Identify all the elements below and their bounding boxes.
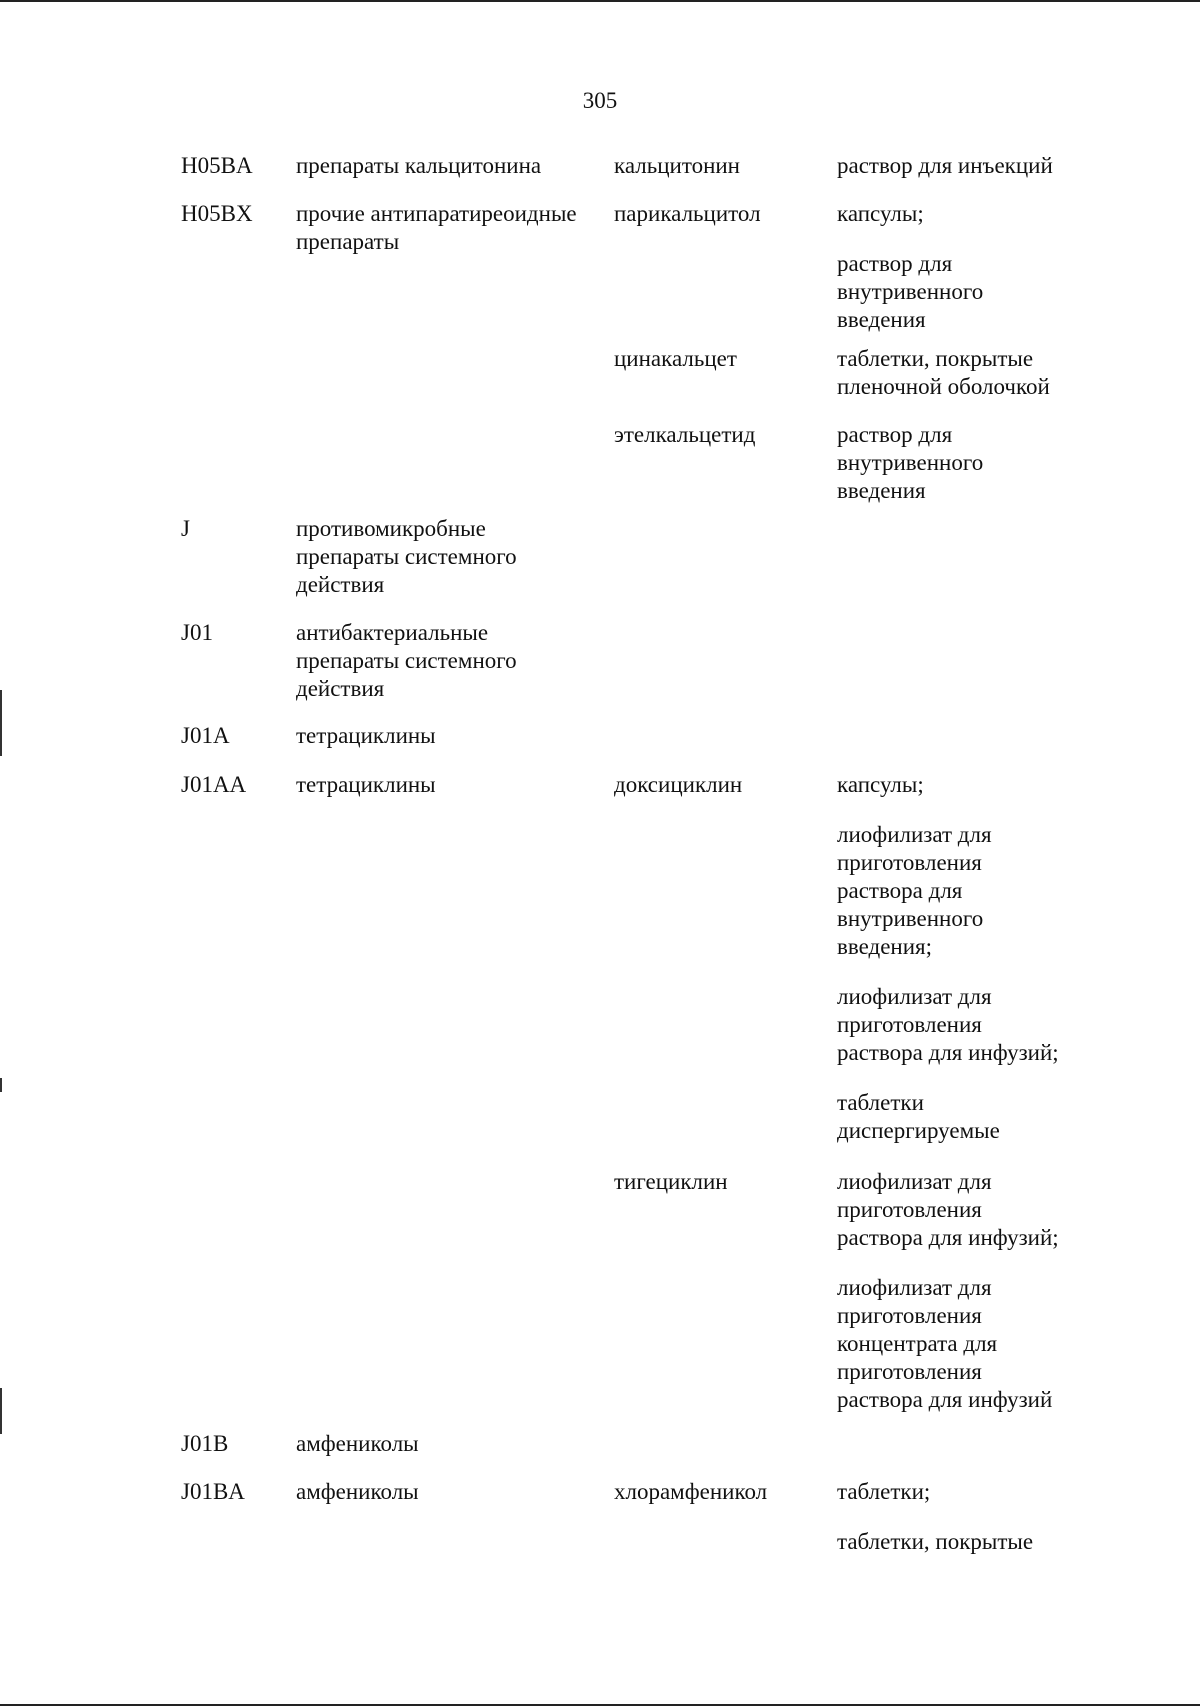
atc-code: J [181, 516, 190, 541]
table-row [0, 345, 1200, 421]
dosage-form-line: внутривенного [837, 906, 984, 931]
dosage-form-line: диспергируемые [837, 1118, 1000, 1143]
dosage-form [837, 821, 1059, 961]
dosage-form-line: лиофилизат для [837, 822, 992, 847]
dosage-form-line: приготовления [837, 1197, 982, 1222]
group-line: препараты системного [296, 648, 517, 673]
atc-code: J01AA [181, 772, 247, 797]
dosage-form [837, 250, 983, 334]
dosage-form-line: капсулы; [837, 772, 924, 797]
dosage-form-line: раствора для [837, 878, 963, 903]
table-row [0, 722, 1200, 771]
dosage-form [837, 1089, 1059, 1145]
dosage-form [837, 421, 983, 505]
dosage-form [837, 1478, 1033, 1506]
table-row [0, 515, 1200, 619]
table-row [0, 1430, 1200, 1478]
dosage-form-line: лиофилизат для [837, 1169, 992, 1194]
dosage-form [837, 345, 1050, 401]
dosage-form-line: приготовления [837, 1359, 982, 1384]
page-number: 305 [582, 88, 618, 113]
dosage-form-line: пленочной оболочкой [837, 374, 1050, 399]
dosage-form-line: раствор для [837, 251, 953, 276]
group-line: тетрациклины [296, 772, 436, 797]
group-line: действия [296, 572, 385, 597]
drug-table [0, 152, 1200, 1578]
drug-name: кальцитонин [614, 153, 740, 178]
dosage-form-line: таблетки; [837, 1479, 931, 1504]
dosage-form [837, 1528, 1033, 1556]
atc-code: J01B [181, 1431, 229, 1456]
atc-code: J01 [181, 620, 213, 645]
table-row [0, 1168, 1200, 1430]
dosage-form-line: внутривенного [837, 450, 984, 475]
group-line: тетрациклины [296, 723, 436, 748]
group-line: амфениколы [296, 1431, 419, 1456]
dosage-form-line: раствор для инъекций [837, 153, 1053, 178]
dosage-form-line: раствор для [837, 422, 953, 447]
drug-name: хлорамфеникол [614, 1479, 768, 1504]
dosage-forms [837, 345, 1050, 401]
anatomical-therapeutic-group [296, 1430, 419, 1458]
atc-code: J01BA [181, 1479, 245, 1504]
group-line: препараты [296, 229, 400, 254]
dosage-form-line: капсулы; [837, 201, 924, 226]
dosage-form-line: внутривенного [837, 279, 984, 304]
dosage-form [837, 771, 1059, 799]
dosage-form-line: приготовления [837, 1012, 982, 1037]
table-row [0, 771, 1200, 1168]
dosage-form [837, 983, 1059, 1067]
group-line: прочие антипаратиреоидные [296, 201, 577, 226]
group-line: препараты кальцитонина [296, 153, 542, 178]
dosage-form-line: таблетки, покрытые [837, 1529, 1034, 1554]
dosage-form-line: введения [837, 307, 926, 332]
dosage-form [837, 1274, 1059, 1414]
dosage-form-line: раствора для инфузий; [837, 1225, 1059, 1250]
dosage-form-line: таблетки [837, 1090, 924, 1115]
dosage-form-line: концентрата для [837, 1331, 998, 1356]
table-row [0, 619, 1200, 722]
dosage-form [837, 1168, 1059, 1252]
table-row [0, 421, 1200, 515]
dosage-form-line: раствора для инфузий [837, 1387, 1053, 1412]
dosage-forms [837, 771, 1059, 1145]
anatomical-therapeutic-group [296, 722, 436, 750]
scan-edge-top [0, 0, 1200, 2]
drug-name: этелкальцетид [614, 422, 756, 447]
table-row [0, 152, 1200, 200]
drug-name: доксициклин [614, 772, 743, 797]
dosage-forms [837, 421, 983, 505]
group-line: действия [296, 676, 385, 701]
anatomical-therapeutic-group [296, 771, 436, 799]
table-row [0, 200, 1200, 345]
anatomical-therapeutic-group [296, 152, 541, 180]
dosage-form-line: приготовления [837, 1303, 982, 1328]
anatomical-therapeutic-group [296, 200, 577, 256]
dosage-form-line: введения [837, 478, 926, 503]
table-row [0, 1478, 1200, 1578]
dosage-forms [837, 200, 983, 334]
group-line: антибактериальные [296, 620, 489, 645]
dosage-form-line: таблетки, покрытые [837, 346, 1034, 371]
drug-name: парикальцитол [614, 201, 761, 226]
dosage-form [837, 200, 983, 228]
atc-code: H05BX [181, 201, 253, 226]
dosage-form-line: лиофилизат для [837, 984, 992, 1009]
dosage-forms [837, 1168, 1059, 1414]
dosage-forms [837, 1478, 1033, 1556]
drug-name: цинакальцет [614, 346, 737, 371]
dosage-form-line: лиофилизат для [837, 1275, 992, 1300]
dosage-form-line: раствора для инфузий; [837, 1040, 1059, 1065]
drug-name: тигециклин [614, 1169, 728, 1194]
atc-code: J01A [181, 723, 230, 748]
dosage-form-line: приготовления [837, 850, 982, 875]
group-line: амфениколы [296, 1479, 419, 1504]
anatomical-therapeutic-group [296, 515, 517, 599]
group-line: препараты системного [296, 544, 517, 569]
anatomical-therapeutic-group [296, 1478, 419, 1506]
anatomical-therapeutic-group [296, 619, 517, 703]
dosage-form [837, 152, 1053, 180]
dosage-forms [837, 152, 1053, 180]
group-line: противомикробные [296, 516, 486, 541]
dosage-form-line: введения; [837, 934, 932, 959]
atc-code: H05BA [181, 153, 253, 178]
